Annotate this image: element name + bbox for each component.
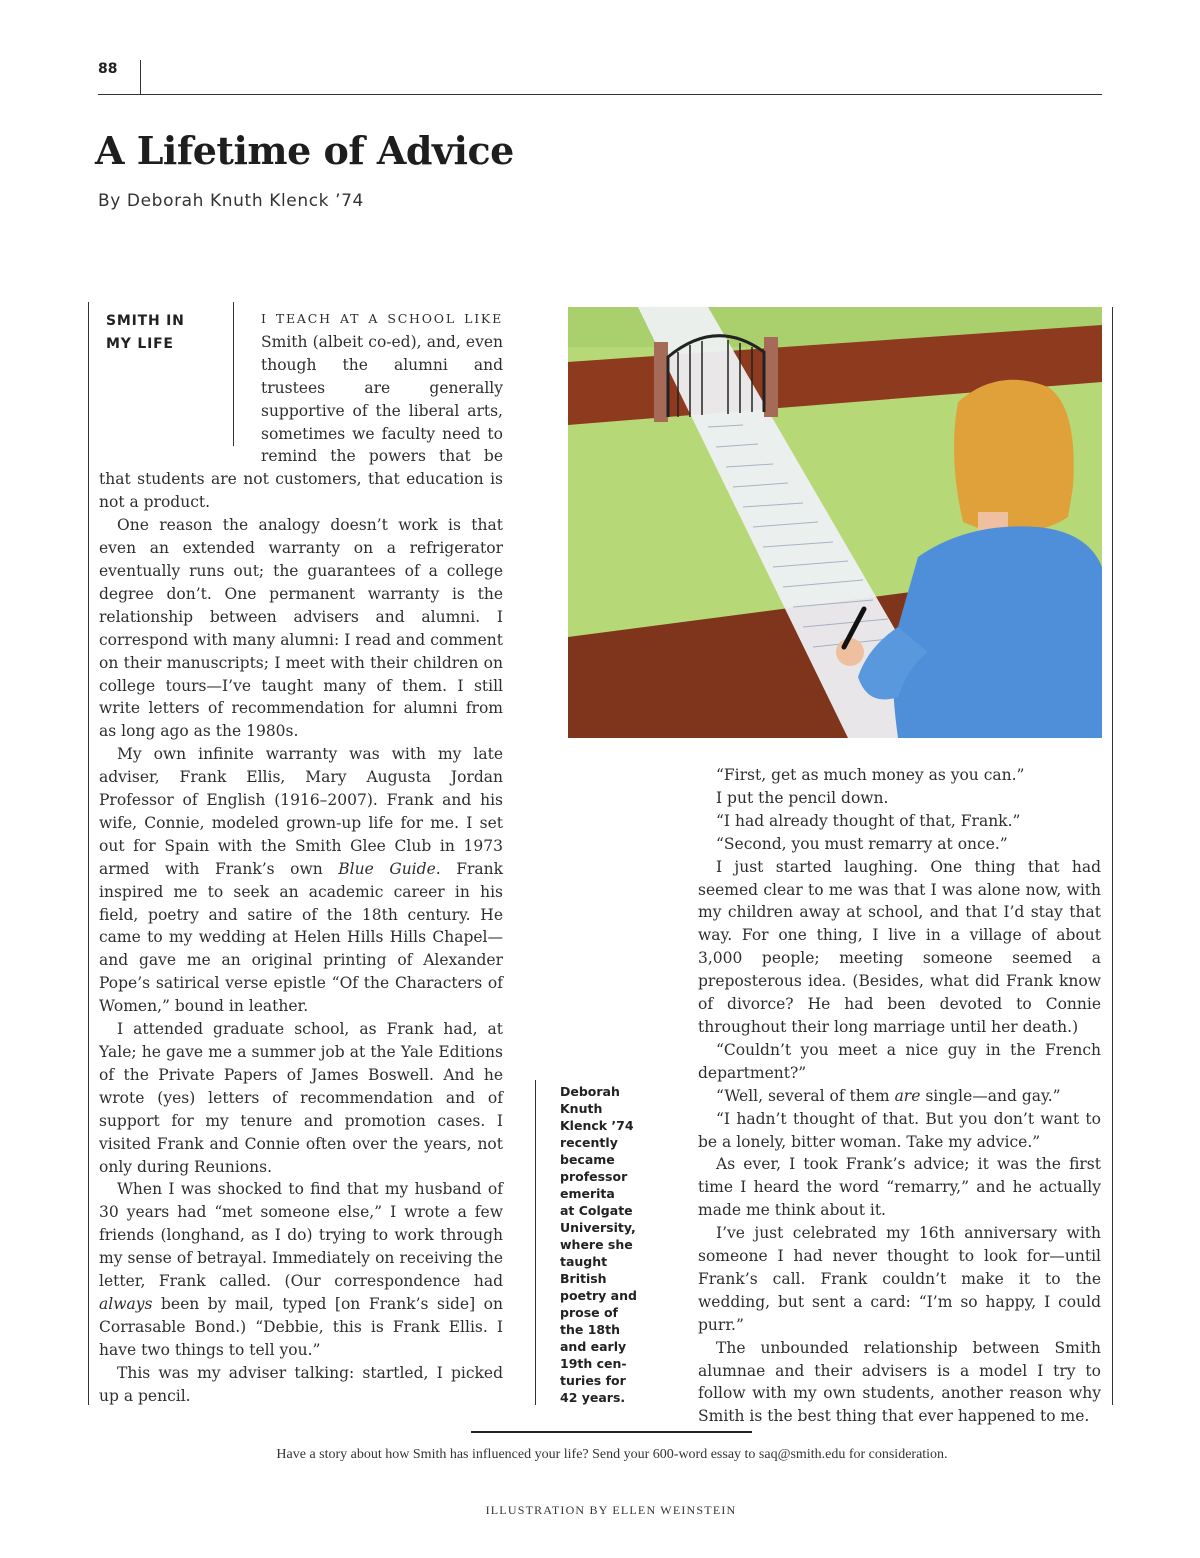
article-title: A Lifetime of Advice bbox=[95, 128, 514, 173]
paragraph-r9: As ever, I took Frank’s advice; it was the first time I heard the word “remarry,” and he actually made me think about it. bbox=[698, 1155, 1101, 1220]
paragraph-3-text-a: My own infinite warranty was with my late adviser, Frank Ellis, Mary Augusta Jordan Professor of English (1916–2007). Frank and his wife, Connie, modeled grown-up life for me. I set out for Spain with the Smith Glee Club in 1973 armed with Frank’s own bbox=[99, 745, 503, 878]
paragraph-r2: I put the pencil down. bbox=[716, 788, 889, 807]
paragraph-5-italic: always bbox=[99, 1294, 153, 1313]
header-divider-vertical bbox=[140, 60, 141, 94]
paragraph-r3: “I had already thought of that, Frank.” bbox=[716, 811, 1021, 830]
paragraph-3 bbox=[99, 743, 503, 1018]
page-number: 88 bbox=[98, 61, 118, 77]
paragraph-r10: I’ve just celebrated my 16th anniversary with someone I had never thought to look for—until Frank’s call. Frank couldn’t make it to the wedding, but sent a card: “I’m so happy, I could purr.” bbox=[698, 1224, 1101, 1334]
paragraph-r4: “Second, you must remarry at once.” bbox=[716, 834, 1008, 853]
paragraph-r6: “Couldn’t you meet a nice guy in the French department?” bbox=[698, 1040, 1101, 1082]
illustration-credit: ILLUSTRATION BY ELLEN WEINSTEIN bbox=[485, 1503, 737, 1517]
section-label-line2: MY LIFE bbox=[106, 336, 174, 352]
paragraph-r8: “I hadn’t thought of that. But you don’t want to be a lonely, bitter woman. Take my advice.” bbox=[698, 1109, 1101, 1151]
paragraph-r1: “First, get as much money as you can.” bbox=[716, 766, 1025, 784]
paragraph-3-text-b: . Frank inspired me to seek an academic career in his field, poetry and satire of the 18th century. He came to my wedding at Helen Hills Hills Chapel—and gave me an original printing of Alexander Pope’s satirical verse epistle “Of the Characters of Women,” bound in leather. bbox=[99, 859, 503, 1016]
woman-hand bbox=[836, 638, 864, 666]
paragraph-5-text-b: been by mail, typed [on Frank’s side] on Corrasable Bond.) “Debbie, this is Frank Ellis. I have two things to tell you.” bbox=[99, 1294, 503, 1359]
illustration-art bbox=[568, 307, 1102, 738]
section-rule bbox=[88, 302, 89, 1405]
gate-pillar-left bbox=[654, 342, 668, 422]
footer-rule bbox=[471, 1431, 752, 1433]
body-column-right bbox=[698, 764, 1101, 1428]
submission-note: Have a story about how Smith has influenced your life? Send your 600-word essay to saq@smith.edu for consideration. bbox=[276, 1447, 948, 1462]
illustration-rule bbox=[1112, 307, 1113, 1405]
paragraph-4: I attended graduate school, as Frank had, at Yale; he gave me a summer job at the Yale Editions of the Private Papers of James Boswell. And he wrote (yes) letters of recommendation and of support for my tenure and promotion cases. I visited Frank and Connie often over the years, not only during Reunions. bbox=[99, 1020, 503, 1176]
paragraph-5-text-a: When I was shocked to find that my husband of 30 years had “met someone else,” I wrote a few friends (longhand, as I do) trying to work through my sense of betrayal. Immediately on receiving the letter, Frank called. (Our correspondence had bbox=[99, 1180, 503, 1291]
opening-text: Smith (albeit co-ed), and, even though the alumni and trustees are generally supportive of the liberal arts, sometimes we faculty need to remind the powers that be that students are not customers, that education is not a product. bbox=[99, 332, 503, 512]
paragraph-r7-italic: are bbox=[894, 1086, 921, 1105]
woman-blouse bbox=[893, 526, 1102, 738]
paragraph-r5: I just started laughing. One thing that had seemed clear to me was that I was alone now, with my children away at school, and that I’d stay that way. For one thing, I live in a village of about 3,000 people; meeting someone seemed a preposterous idea. (Besides, what did Frank know of divorce? He had been devoted to Connie throughout their long marriage until her death.) bbox=[698, 857, 1101, 1036]
gate-pillar-right bbox=[764, 337, 778, 417]
bio-rule bbox=[535, 1080, 536, 1405]
author-bio: Deborah Knuth Klenck ’74 recently became professor emerita at Colgate University, where she taught British poetry and prose of the 18th and early 19th cen- turies for 42 years. bbox=[560, 1084, 637, 1405]
illustration bbox=[568, 307, 1102, 738]
paragraph-r7-text-b: single—and gay.” bbox=[920, 1086, 1061, 1105]
paragraph-r11: The unbounded relationship between Smith alumnae and their advisers is a model I try to follow with my own students, another reason why Smith is the best thing that ever happened to me. bbox=[698, 1338, 1101, 1426]
paragraph-6: This was my adviser talking: startled, I picked up a pencil. bbox=[99, 1363, 503, 1405]
label-float-spacer bbox=[99, 307, 261, 467]
header-rule bbox=[98, 94, 1102, 95]
body-column-left bbox=[99, 307, 503, 1408]
paragraph-r7 bbox=[698, 1085, 1101, 1108]
woman-hair bbox=[954, 380, 1074, 533]
article-byline: By Deborah Knuth Klenck ’74 bbox=[98, 191, 364, 211]
paragraph-3-italic: Blue Guide bbox=[338, 859, 436, 878]
paragraph-5 bbox=[99, 1178, 503, 1361]
opening-smallcaps: I TEACH AT A SCHOOL LIKE bbox=[261, 311, 503, 326]
paragraph-r7-text-a: “Well, several of them bbox=[716, 1086, 895, 1105]
section-label-line1: SMITH IN bbox=[106, 313, 185, 329]
paragraph-2: One reason the analogy doesn’t work is that even an extended warranty on a refrigerator eventually runs out; the guarantees of a college degree don’t. One permanent warranty is the relationship between advisers and alumni. I correspond with many alumni: I read and comment on their manuscripts; I meet with their children on college tours—I’ve taught many of them. I still write letters of recommendation for alumni from as long ago as the 1980s. bbox=[99, 516, 503, 741]
